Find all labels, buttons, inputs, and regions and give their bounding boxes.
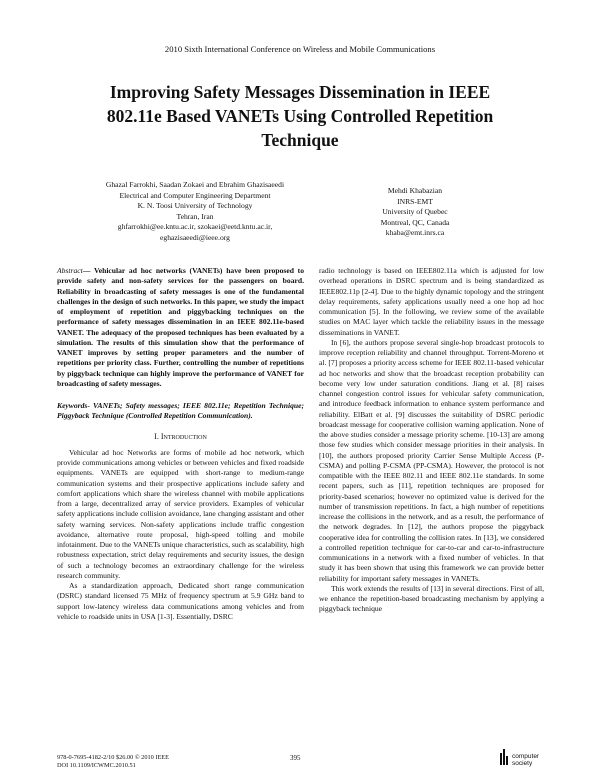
footer-doi: DOI 10.1109/ICWMC.2010.51 <box>57 762 136 769</box>
paper-title <box>70 80 530 152</box>
footer-isbn: 978-0-7695-4182-2/10 $26.00 © 2010 IEEE <box>57 754 169 761</box>
title-line-2: 802.11e Based VANETs Using Controlled Repetition <box>106 106 494 126</box>
author-city: Tehran, Iran <box>176 211 214 221</box>
conference-header: 2010 Sixth International Conference on Wireless and Mobile Communications <box>164 44 436 54</box>
paragraph: This work extends the results of [13] in several directions. First of all, we enhance the repetition-based broadcasting mechanism by applying a piggyback technique <box>319 583 544 614</box>
author-city: Montreal, QC, Canada <box>380 217 450 227</box>
paragraph: In [6], the authors propose several single-hop broadcast protocols to improve reception reliability and channel throughput. Torrent-Moreno et al. [7] proposes a priority access scheme for IEEE 802.11-based vehicular ad hoc networks and show that the broadcast reception probability can become very low under saturation conditions. Jiang et al. [8] raises channel congestion control issues for vehicular safety communication, and introduce feedback information to enhance system performance and reliability. ElBatt et al. [9] discusses the suitability of DSRC periodic broadcast message for cooperative collision warning application. None of the above studies consider a message priority scheme. [10-13] are among those few studies which consider message priorities in their analysis. In [10], the authors proposed priority Carrier Sense Multiple Access (P-CSMA) and polling P-CSMA (PP-CSMA). However, the protocol is not compatible with the IEEE 802.11 and IEEE 802.11e standards. In some recent papers, such as [11], repetition techniques are proposed for priority-based scenarios; however no optimized value is derived for the number of transmission repetitions. In fact, a high number of repetitions increase the collisions in the network, and as a result, the performance of the network degrades. In [12], the authors propose the piggyback cooperative idea for controlling the collision rates. In [13], we considered a controlled repetition technique for car-to-car and car-to-infrastructure communications in a network with a fixed number of vehicles. In that study it has been shown that using this framework we can provide better reliability for important safety messages in VANETs. <box>319 337 544 583</box>
author-org: INRS-EMT <box>397 196 433 206</box>
paragraph: radio technology is based on IEEE802.11a which is adjusted for low overhead operations in DSRC spectrum and is being standardized as IEEE802.11p [2-4]. Due to the highly dynamic topology and the stringent delay requirements, safety applications usually need a one hop ad hoc communication [5]. In the following, we review some of the available studies on MAC layer which tackle the reliability issues in the message disseminations in VANET. <box>319 266 544 337</box>
author-emails: ghfarrokhi@ee.kntu.ac.ir, szokaei@eetd.kntu.ac.ir, <box>117 222 273 232</box>
logo-text-2: society <box>512 760 533 767</box>
authors-block-left <box>85 180 305 244</box>
left-column <box>57 266 304 622</box>
computer-society-logo <box>500 745 560 771</box>
author-dept: Electrical and Computer Engineering Department <box>119 190 271 200</box>
author-university: University of Quebec <box>382 207 448 217</box>
logo-bars-icon <box>500 749 510 765</box>
author-names: Ghazal Farrokhi, Saadan Zokaei and Ebrahim Ghazisaeedi <box>105 180 285 189</box>
authors-block-right <box>340 186 490 239</box>
abstract-label: Abstract <box>57 266 83 275</box>
footer-copyright <box>57 754 169 770</box>
right-column <box>319 266 544 615</box>
abstract <box>57 266 304 389</box>
title-line-1: Improving Safety Messages Dissemination in IEEE <box>109 82 491 102</box>
logo-text-1: computer <box>512 753 540 760</box>
paragraph: As a standardization approach, Dedicated short range communication (DSRC) standard licensed 75 MHz of frequency spectrum at 5.9 GHz band to support low-latency wireless data communications among vehicles and from vehicle to roadside units in USA [1-3]. Essentially, DSRC <box>57 581 304 621</box>
page-number: 395 <box>290 754 301 762</box>
author-email: khaba@emt.inrs.ca <box>385 228 445 238</box>
abstract-text: — Vehicular ad hoc networks (VANETs) have been proposed to provide safety and non-safety services for the passengers on board. Reliability in broadcasting of safety messages is one of the fundamental challenges in the design of such networks. In this paper, we study the impact of employment of repetition and piggybacking techniques on the performance of safety messages dissemination in an IEEE 802.11e-based VANET. The adequacy of the proposed techniques has been evaluated by a simulation. The results of this simulation show that the performance of VANET improves by setting proper parameters and the number of repetitions per priority class. Further, controlling the number of repetitions by piggyback technique can highly improve the performance of VANET for broadcasting of safety messages. <box>57 266 304 388</box>
title-line-3: Technique <box>261 130 339 150</box>
paragraph: Vehicular ad hoc Networks are forms of mobile ad hoc network, which provide communications among vehicles or between vehicles and fixed roadside equipments. VANETs are equipped with short-range to medium-range communication systems and their prospective applications include safety and comfort applications which share the wireless channel with mobile applications from a large, decentralized array of service providers. Examples of vehicular safety applications include collision avoidance, lane changing assistant and other safety warning services. Non-safety applications include traffic congestion avoidance, alternative route proposal, high-speed tolling and mobile infotainment. Due to the VANETs unique characteristics, such as scalability, high robustness expectation, strict delay requirements and security issues, the design of such a technology becomes an extraordinary challenge for the wireless research community. <box>57 447 304 580</box>
author-name: Mehdi Khabazian <box>387 186 443 195</box>
author-university: K. N. Toosi University of Technology <box>137 201 253 211</box>
author-emails-2: eghazisaeedi@ieee.org <box>160 232 230 242</box>
keywords: Keywords- VANETs; Safety messages; IEEE 802.11e; Repetition Technique; Piggyback Technique (Controlled Repetition Communication). <box>57 401 304 421</box>
section-heading-introduction: I. Introduction <box>154 431 207 441</box>
